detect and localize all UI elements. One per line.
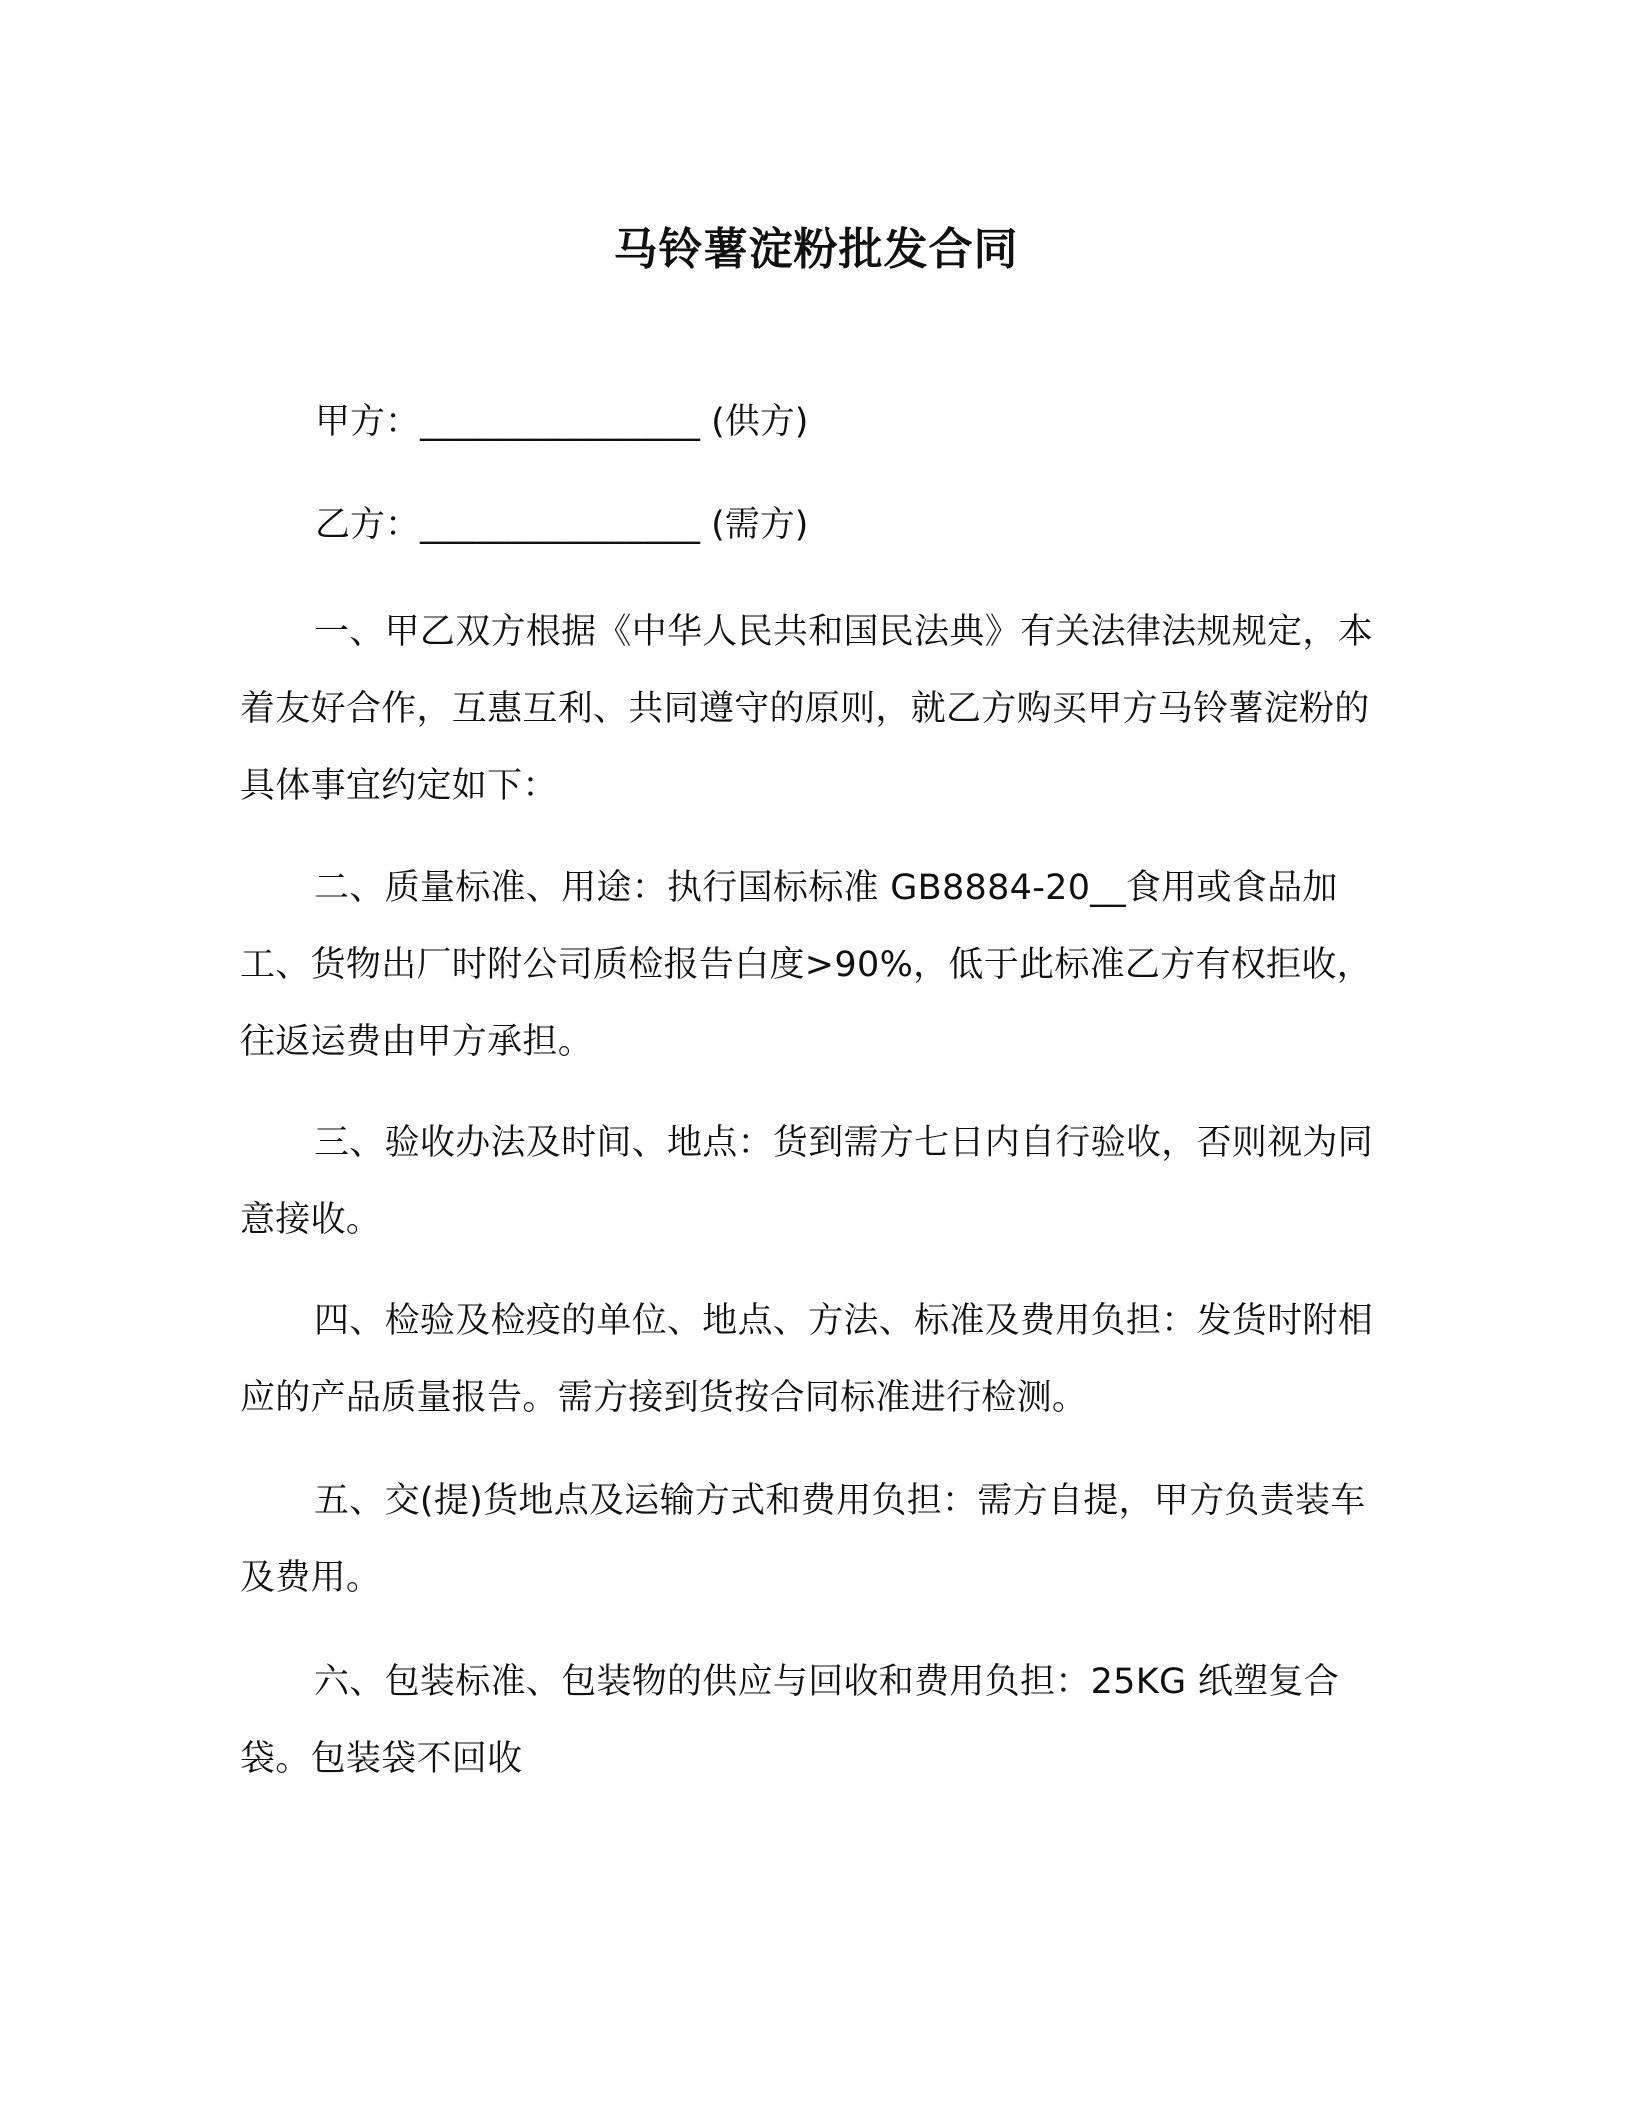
clause-1: 一、甲乙双方根据《中华人民共和国民法典》有关法律法规规定，本着友好合作，互惠互利、共同遵守的原则，就乙方购买甲方马铃薯淀粉的具体事宜约定如下： xyxy=(240,612,1374,806)
document-title: 马铃薯淀粉批发合同 xyxy=(613,224,1019,275)
clause-4: 四、检验及检疫的单位、地点、方法、标准及费用负担：发货时附相应的产品质量报告。需方接到货按合同标准进行检测。 xyxy=(240,1301,1374,1418)
party-a-label: 甲方： xyxy=(315,402,421,442)
party-b-label: 乙方： xyxy=(315,505,421,545)
clause-2: 二、质量标准、用途：执行国标标准 GB8884-20__食用或食品加工、货物出厂时附公司质检报告白度>90%，低于此标准乙方有权拒收，往返运费由甲方承担。 xyxy=(240,868,1373,1062)
party-b-line xyxy=(315,500,808,550)
party-a-role: (供方) xyxy=(711,402,809,442)
clause-5: 五、交(提)货地点及运输方式和费用负担：需方自提，甲方负责装车及费用。 xyxy=(240,1481,1366,1598)
party-a-line xyxy=(315,397,808,447)
party-b-blank: ________________ xyxy=(420,505,701,545)
party-b-role: (需方) xyxy=(711,505,809,545)
party-a-blank: ________________ xyxy=(420,402,701,442)
clause-6: 六、包装标准、包装物的供应与回收和费用负担：25KG 纸塑复合袋。包装袋不回收 xyxy=(240,1662,1340,1779)
clause-3: 三、验收办法及时间、地点：货到需方七日内自行验收，否则视为同意接收。 xyxy=(240,1123,1374,1240)
